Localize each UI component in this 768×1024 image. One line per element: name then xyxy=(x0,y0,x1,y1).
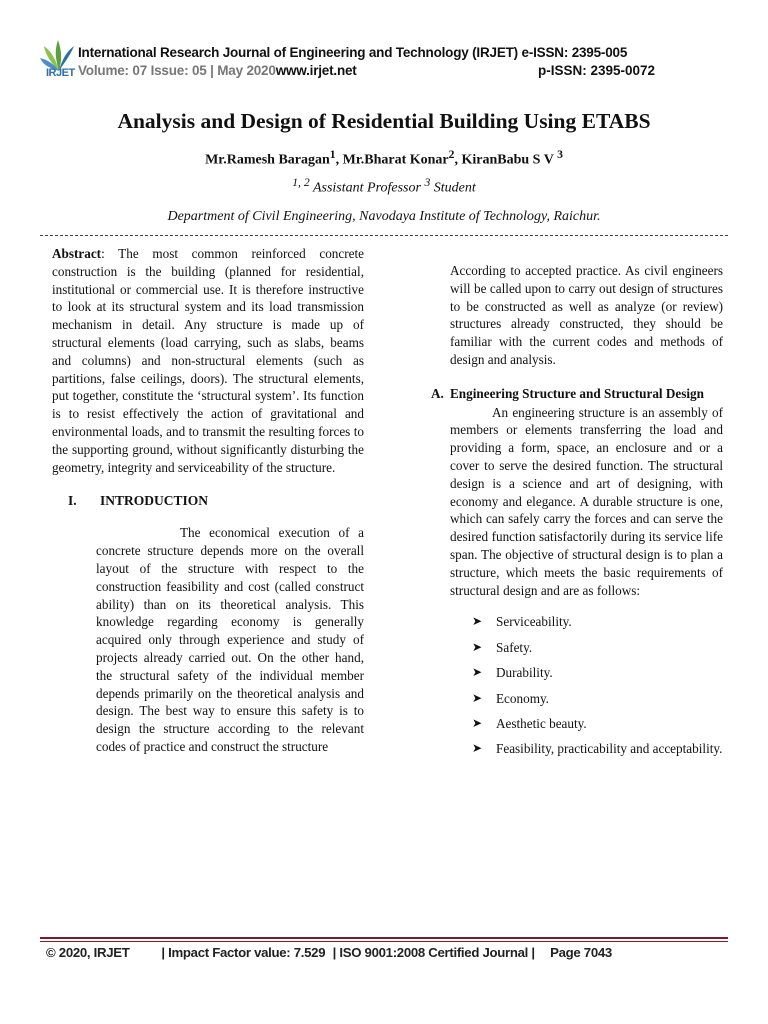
list-item xyxy=(450,740,723,758)
footer-rule-thin xyxy=(40,941,728,942)
list-item xyxy=(450,690,723,708)
author-2-sup: 2 xyxy=(448,148,455,161)
arrow-bullet-icon: ➤ xyxy=(472,614,483,629)
author-1-sup: 1 xyxy=(329,148,336,161)
role-2: Student xyxy=(430,180,476,196)
volume-line xyxy=(78,63,357,78)
volume-issue: Volume: 07 Issue: 05 | May 2020 xyxy=(78,63,276,78)
arrow-bullet-icon: ➤ xyxy=(472,741,483,756)
list-item xyxy=(450,639,723,657)
left-column xyxy=(52,245,364,756)
author-2: Mr.Bharat Konar xyxy=(342,152,449,168)
paper-title: Analysis and Design of Residential Building Using ETABS xyxy=(117,109,651,133)
introduction-paragraph: The economical execution of a concrete structure depends more on the overall layout of the structure with respect to the construction feasibility and cost (called construct ability) than on its theoretical analysis. This knowledge regarding economy is generally acquired only through experience and study of projects already carried out. On the other hand, the structural safety of the individual member depends primarily on the theoretical analysis and design. The best way to ensure this safety is to design the structure according to the relevant codes of practice and construct the structure xyxy=(96,525,364,754)
department: Department of Civil Engineering, Navodaya Institute of Technology, Raichur. xyxy=(167,209,601,224)
abstract-label: Abstract xyxy=(52,246,102,261)
footer-separator: | xyxy=(531,945,535,960)
list-item-text: Feasibility, practicability and acceptability. xyxy=(496,741,723,757)
website-link[interactable]: www.irjet.net xyxy=(275,63,357,78)
author-roles xyxy=(0,176,768,197)
role-sup-2: 3 xyxy=(424,176,431,189)
page-number: Page 7043 xyxy=(550,945,612,960)
section-a-heading xyxy=(431,385,723,403)
section-title: INTRODUCTION xyxy=(100,493,209,509)
arrow-bullet-icon: ➤ xyxy=(472,665,483,680)
page-footer xyxy=(46,945,612,960)
header-divider xyxy=(40,235,728,236)
introduction-heading xyxy=(68,492,364,510)
list-item-text: Durability. xyxy=(496,665,553,681)
role-sup-1: 1, 2 xyxy=(292,176,310,189)
list-item xyxy=(450,613,723,631)
journal-name-line xyxy=(78,45,627,60)
arrow-bullet-icon: ➤ xyxy=(472,715,483,730)
eissn: e-ISSN: 2395-005 xyxy=(521,45,628,60)
list-item-text: Safety. xyxy=(496,639,533,655)
author-sep: , xyxy=(454,152,462,168)
footer-iso: | ISO 9001:2008 Certified Journal xyxy=(332,945,528,960)
list-item-text: Serviceability. xyxy=(496,614,572,630)
abstract xyxy=(52,245,364,476)
list-item xyxy=(450,715,723,733)
logo-text: IRJET xyxy=(46,67,75,79)
author-sep: , xyxy=(335,152,343,168)
section-number: I. xyxy=(68,493,77,509)
section-a-letter: A. xyxy=(431,385,444,401)
list-item-text: Economy. xyxy=(496,690,549,706)
requirements-list xyxy=(450,613,723,758)
pissn: p-ISSN: 2395-0072 xyxy=(538,63,656,78)
list-item xyxy=(450,664,723,682)
footer-impact: | Impact Factor value: 7.529 xyxy=(161,945,326,960)
journal-name: International Research Journal of Engineering and Technology (IRJET) xyxy=(78,45,518,60)
author-3: KiranBabu S V xyxy=(461,152,558,168)
author-list xyxy=(0,148,768,169)
section-a-title: Engineering Structure and Structural Design xyxy=(450,385,704,401)
footer-copyright: © 2020, IRJET xyxy=(46,945,130,960)
author-1: Mr.Ramesh Baragan xyxy=(205,152,330,168)
arrow-bullet-icon: ➤ xyxy=(472,690,483,705)
footer-rule xyxy=(40,937,728,939)
continuation-paragraph: According to accepted practice. As civil engineers will be called upon to carry out design of structures to be constructed as well as analyze (or review) structures already constructed, they should be familiar with the current codes and methods of design and analysis. xyxy=(450,263,723,367)
right-column xyxy=(431,262,723,766)
section-a-paragraph: An engineering structure is an assembly of members or elements transferring the load and providing a form, space, an enclosure and or a cover to serve the desired function. The structural design is a science and art of designing, with economy and elegance. A durable structure is one, which can safely carry the forces and can serve the desired function satisfactorily during its service life span. The objective of structural design is to plan a structure, which meets the basic requirements of structural design and are as follows: xyxy=(450,404,723,598)
role-1: Assistant Professor xyxy=(309,180,425,196)
list-item-text: Aesthetic beauty. xyxy=(496,715,587,731)
arrow-bullet-icon: ➤ xyxy=(472,639,483,654)
author-3-sup: 3 xyxy=(557,148,563,161)
abstract-text: : The most common reinforced concrete construction is the building (planned for residential, institutional or commercial use. It is therefore instructive to look at its structural system and its load transmission mechanism in detail. Any structure is made up of structural elements (load carrying, such as slabs, beams and columns) and non-structural elements (such as partitions, false ceilings, doors). The structural elements, put together, constitute the ‘structural system’. Its function is to resist effectively the action of gravitational and environmental loads, and to transmit the resulting forces to the supporting ground, without significantly disturbing the geometry, integrity and serviceability of the structure. xyxy=(52,246,364,475)
